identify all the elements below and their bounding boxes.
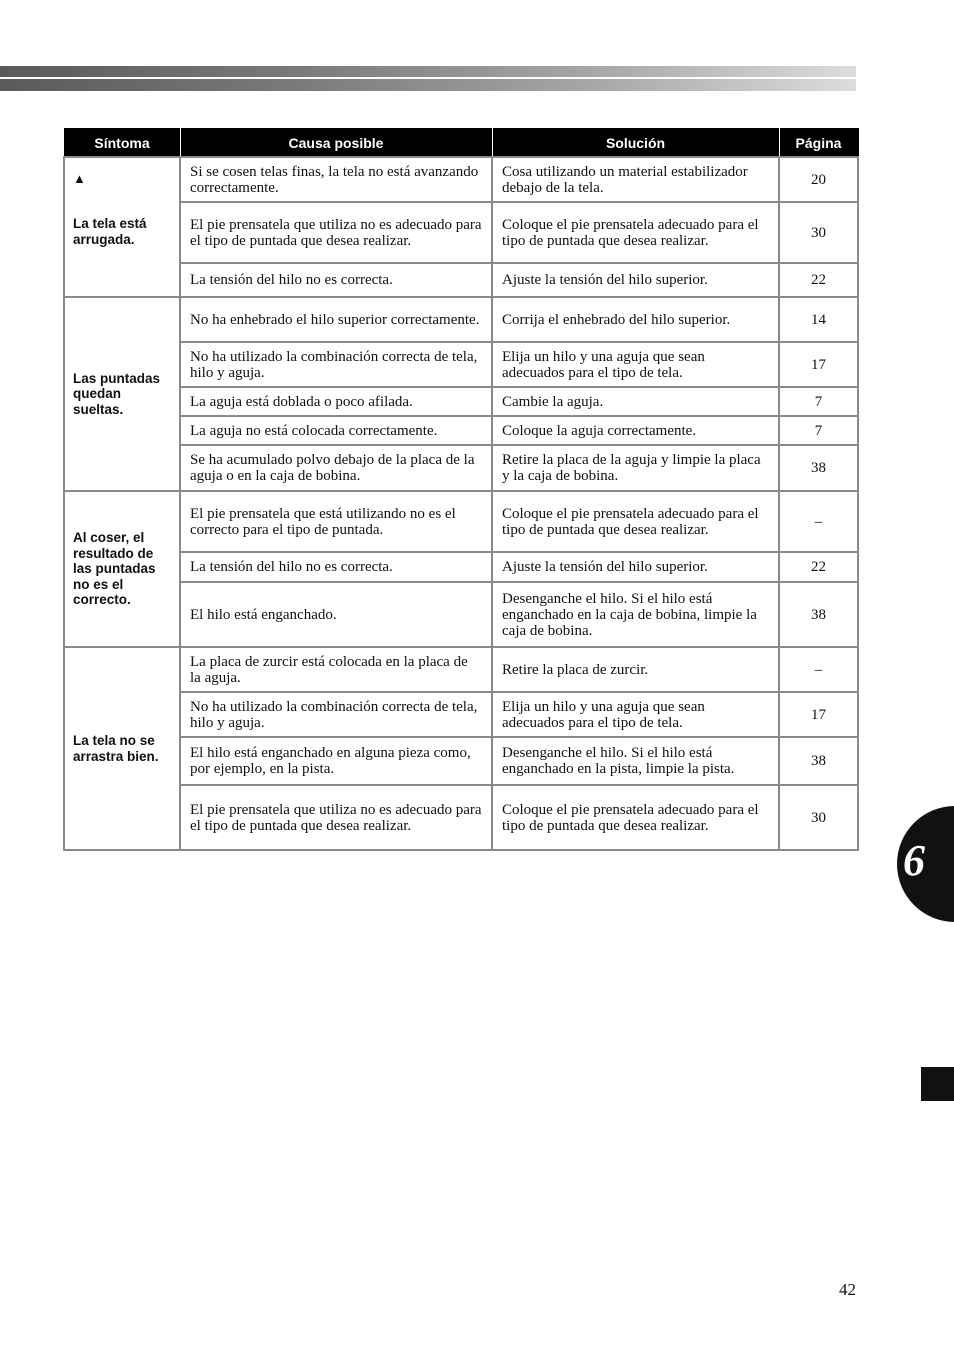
table-header-row [64, 129, 858, 158]
solution-cell: Coloque el pie prensatela adecuado para el tipo de puntada que desea realizar. [492, 785, 779, 850]
troubleshooting-table [63, 128, 859, 851]
cause-cell: El pie prensatela que utiliza no es adecuado para el tipo de puntada que desea realizar. [180, 202, 492, 263]
solution-cell: Coloque la aguja correctamente. [492, 416, 779, 445]
symptom-cell [64, 491, 180, 647]
page-cell: 7 [779, 416, 858, 445]
table-row [64, 647, 858, 692]
table-row [64, 445, 858, 491]
header-band-top [0, 66, 856, 77]
page-cell: 38 [779, 737, 858, 785]
table-row [64, 297, 858, 342]
cause-cell: No ha enhebrado el hilo superior correctamente. [180, 297, 492, 342]
symptom-text: Al coser, el resultado de las puntadas no es el correcto. [73, 530, 156, 608]
table-row [64, 263, 858, 297]
solution-cell: Cambie la aguja. [492, 387, 779, 416]
page-cell: 30 [779, 202, 858, 263]
cause-cell: La aguja no está colocada correctamente. [180, 416, 492, 445]
table-row [64, 692, 858, 737]
cause-cell: El hilo está enganchado. [180, 582, 492, 647]
page-cell: 20 [779, 157, 858, 202]
table-row [64, 387, 858, 416]
cause-cell: La aguja está doblada o poco afilada. [180, 387, 492, 416]
header-symptom: Síntoma [64, 129, 180, 158]
cause-cell: Se ha acumulado polvo debajo de la placa de la aguja o en la caja de bobina. [180, 445, 492, 491]
symptom-cell [64, 647, 180, 850]
cause-cell: La tensión del hilo no es correcta. [180, 263, 492, 297]
symptom-text: La tela no se arrastra bien. [73, 733, 159, 764]
solution-cell: Elija un hilo y una aguja que sean adecuados para el tipo de tela. [492, 692, 779, 737]
page-number: 42 [839, 1280, 856, 1299]
solution-cell: Elija un hilo y una aguja que sean adecuados para el tipo de tela. [492, 342, 779, 387]
page-cell: 22 [779, 552, 858, 582]
page-cell: 38 [779, 445, 858, 491]
page-cell: – [779, 647, 858, 692]
page-cell: 38 [779, 582, 858, 647]
solution-cell: Cosa utilizando un material estabilizador debajo de la tela. [492, 157, 779, 202]
table-row [64, 416, 858, 445]
cause-cell: La tensión del hilo no es correcta. [180, 552, 492, 582]
symptom-text: Las puntadas quedan sueltas. [73, 370, 161, 417]
table-row [64, 157, 858, 202]
page-cell: – [779, 491, 858, 552]
solution-cell: Retire la placa de zurcir. [492, 647, 779, 692]
solution-cell: Retire la placa de la aguja y limpie la placa y la caja de bobina. [492, 445, 779, 491]
solution-cell: Corrija el enhebrado del hilo superior. [492, 297, 779, 342]
cause-cell: El pie prensatela que está utilizando no es el correcto para el tipo de puntada. [180, 491, 492, 552]
cause-cell: La placa de zurcir está colocada en la placa de la aguja. [180, 647, 492, 692]
solution-cell: Desenganche el hilo. Si el hilo está enganchado en la pista, limpie la pista. [492, 737, 779, 785]
table-row [64, 202, 858, 263]
symptom-text: La tela está arrugada. [73, 216, 147, 247]
page-cell: 14 [779, 297, 858, 342]
solution-cell: Ajuste la tensión del hilo superior. [492, 263, 779, 297]
table-row [64, 491, 858, 552]
table-row [64, 582, 858, 647]
cause-cell: No ha utilizado la combinación correcta de tela, hilo y aguja. [180, 342, 492, 387]
table-row [64, 785, 858, 850]
side-index-block [921, 1067, 954, 1101]
page-cell: 17 [779, 342, 858, 387]
cause-cell: El hilo está enganchado en alguna pieza como, por ejemplo, en la pista. [180, 737, 492, 785]
header-band-bottom [0, 79, 856, 91]
page-cell: 30 [779, 785, 858, 850]
solution-cell: Desenganche el hilo. Si el hilo está enganchado en la caja de bobina, limpie la caja de bobina. [492, 582, 779, 647]
page-cell: 22 [779, 263, 858, 297]
table-row [64, 552, 858, 582]
table-row [64, 737, 858, 785]
header-page: Página [779, 129, 858, 158]
cause-cell: El pie prensatela que utiliza no es adecuado para el tipo de puntada que desea realizar. [180, 785, 492, 850]
symptom-cell [64, 157, 180, 297]
triangle-marker-icon: ▲ [73, 170, 86, 186]
solution-cell: Coloque el pie prensatela adecuado para el tipo de puntada que desea realizar. [492, 202, 779, 263]
chapter-number: 6 [903, 836, 925, 885]
symptom-cell [64, 297, 180, 491]
table-row [64, 342, 858, 387]
header-cause: Causa posible [180, 129, 492, 158]
solution-cell: Coloque el pie prensatela adecuado para el tipo de puntada que desea realizar. [492, 491, 779, 552]
page-cell: 7 [779, 387, 858, 416]
page-cell: 17 [779, 692, 858, 737]
cause-cell: Si se cosen telas finas, la tela no está avanzando correctamente. [180, 157, 492, 202]
cause-cell: No ha utilizado la combinación correcta de tela, hilo y aguja. [180, 692, 492, 737]
solution-cell: Ajuste la tensión del hilo superior. [492, 552, 779, 582]
header-solution: Solución [492, 129, 779, 158]
